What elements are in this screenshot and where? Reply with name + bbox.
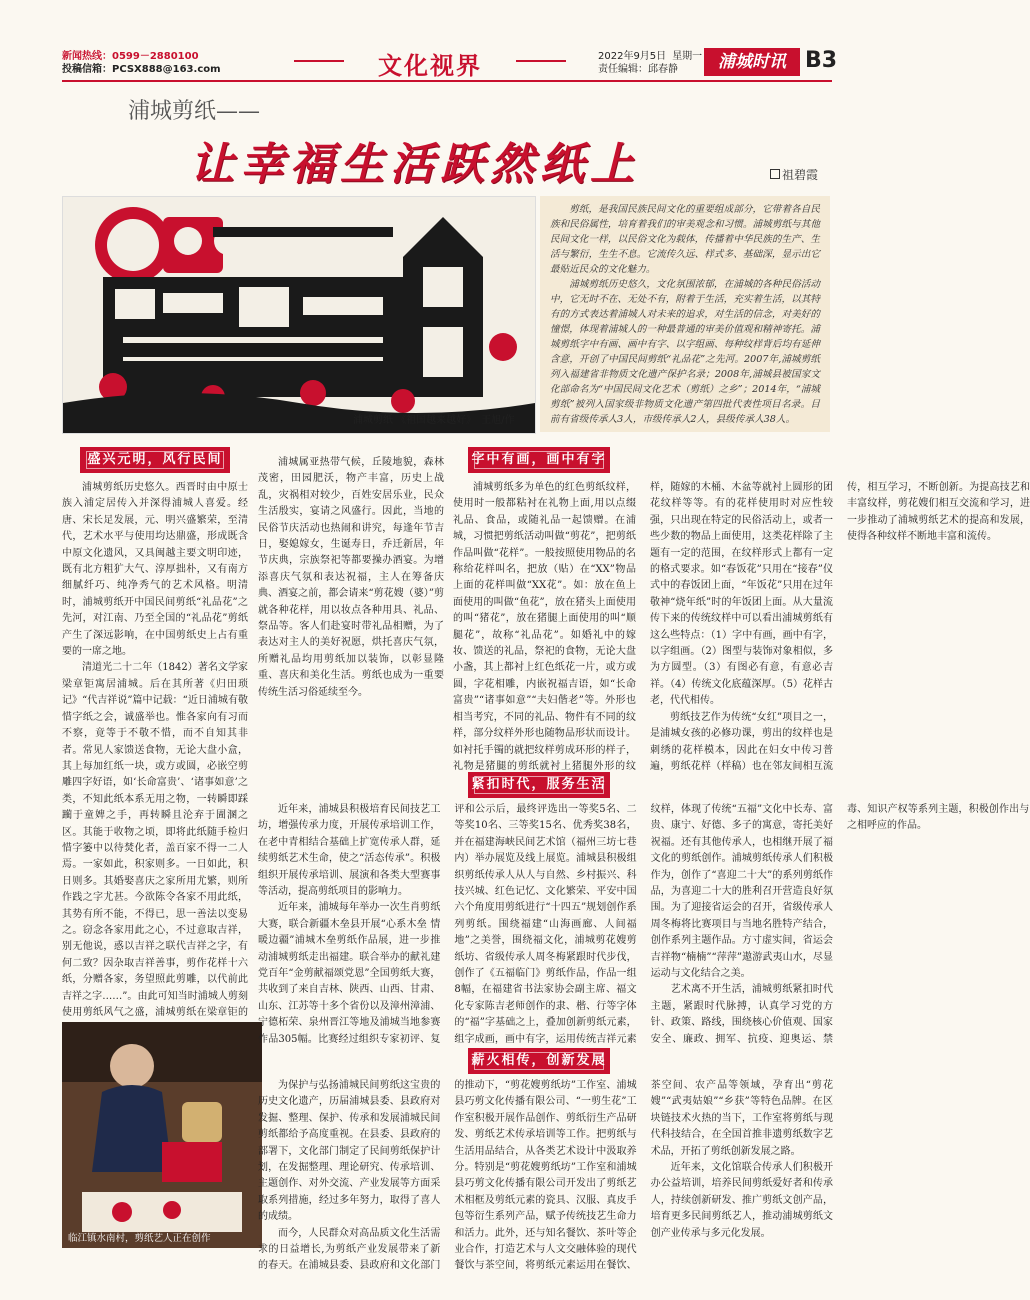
section-heading-2: 字中有画，画中有字 bbox=[468, 447, 610, 473]
header-contact bbox=[62, 50, 221, 76]
section-3-columns bbox=[258, 802, 1030, 1057]
section-heading-3: 紧扣时代，服务生活 bbox=[468, 772, 610, 798]
paragraph: 近年来，浦城每年举办一次生肖剪纸大赛，联合新疆木垒县开展“心系木垒 情暖边疆”浦城木垒剪纸作品展，进一步推动浦城剪纸走出福建。联合举办的献礼建党百年“金剪献福颂党恩”全国剪纸大赛，共收到了来自吉林、陕西、山西、甘肃、山东、江苏等十多个省份以及漳州漳浦、宁德柘荣、泉州晋江等地及浦城当地参赛作品305幅。比赛经过组织专家初评、复评和公示后，最终评选出一等奖5名、二等奖10名、三等奖15名、优秀奖38名，并在福建海峡民间艺术馆（福州三坊七巷内）举办展览及线上展览。浦城县积极组织剪纸传承人从人与自然、乡村振兴、科技兴城、红色记忆、文化繁荣、平安中国六个角度用剪纸进行“十四五”规划创作系列剪纸。围绕福建“山海画廊、人间福地”之美誉，围绕福文化，浦城剪花嫂剪纸坊、省级传承人周冬梅紧跟时代步伐，创作了《五福临门》剪纸作品，作品一组8幅，在福建省书法家协会副主席、福文化专家陈吉老师创作的隶、楷、行等字体的“福”字基础之上，叠加创新剪纸元素，组字成画，画中有字，运用传统吉祥元素纹样，体现了传统“五福”文化中长寿、富贵、康宁、好德、多子的寓意，寄托美好祝福。还有其他传承人，也相继开展了福文化的剪纸创作。浦城剪纸传承人们积极作为，创作了“喜迎二十大”的系列剪纸作品，为喜迎二十大的胜利召开营造良好氛围。为了迎接省运会的召开，省级传承人周冬梅将比赛项目与当地名胜特产结合，创作系列主题作品。方寸虚实间，省运会吉祥物“楠楠”“萍萍”遨游武夷山水，尽显运动与文化结合之美。 bbox=[258, 804, 833, 1045]
papercut-illustration bbox=[63, 197, 535, 433]
header-date-block bbox=[598, 50, 708, 76]
column-1 bbox=[62, 480, 248, 1020]
intro-box bbox=[540, 196, 830, 432]
artist-photo-illustration bbox=[62, 1022, 262, 1248]
article-title: 让幸福生活跃然纸上 bbox=[190, 139, 640, 190]
paragraph: 剪纸技艺作为传统“女红”项目之一，是浦城女孩的必修功课，剪出的纹样也是刺绣的花样模本，因此在妇女中传习普遍，剪纸花样（样稿）也在邻友间相互流传，相互学习，不断创新。为提高技艺和丰富纹样，剪花嫂们相互交流和学习，进一步推动了浦城剪纸艺术的提高和发展，使得各种纹样不断地丰富和流传。 bbox=[650, 482, 1030, 772]
artist-photo-caption: 临江镇水南村，剪纸艺人正在创作 bbox=[68, 1233, 211, 1244]
masthead-logo: 浦城时讯 bbox=[704, 48, 800, 76]
paragraph: 近年来，浦城县积极培育民间技艺工坊，增强传承力度，开展传承培训工作，在老中青相结合基础上扩宽传承人群，延续剪纸艺术生命，使之“活态传承”。积极组织开展传承培训、展演和各类大型赛事等活动，提高剪纸项目的影响力。 bbox=[258, 804, 441, 898]
article-author: 祖碧霞 bbox=[770, 166, 818, 183]
paragraph: 浦城属亚热带气候，丘陵地貌，森林茂密，田园肥沃，物产丰富，历史上战乱，灾祸相对较少，百姓安居乐业，民众生活殷实，宴请之风盛行。因此，当地的民俗节庆活动也热闹和讲究，每逢年节吉日，娶媳嫁女，生诞寿日，乔迁新居，年节庆典，宗族祭祀等都要操办酒宴。为增添喜庆气氛和表达祝福，主人在筹备庆典、酒宴之前，都会请来“剪花嫂（婆）”剪就各种花样，用以妆点各种用具、礼品、祭品等。客人们赴宴时带礼品相赠，为了表达对主人的美好祝愿，烘托喜庆气氛，所赠礼品均用剪纸加以装饰，以彰显隆重、喜庆和美化生活。剪纸也成为一重要传统生活习俗延续至今。 bbox=[258, 457, 444, 698]
paragraph: 为保护与弘扬浦城民间剪纸这宝贵的历史文化遗产，历届浦城县委、县政府对发掘、整理、保护、传承和发展浦城民间剪纸都给予高度重视。在县委、县政府的部署下，文化部门制定了民间剪纸保护计划，在发掘整理、理论研究、传承培训、主题创作、对外交流、产业发展等方面采取系列措施，经过多年努力，取得了喜人的成绩。 bbox=[258, 1080, 441, 1223]
section-heading-1: 盛兴元明，风行民间 bbox=[80, 447, 230, 473]
email-value: PCSX888@163.com bbox=[112, 64, 221, 75]
paragraph: 浦城剪纸多为单色的红色剪纸纹样，使用时一般都粘衬在礼物上面,用以点缀礼品、食品，或随礼品一起馈赠。在浦城，习惯把剪纸活动叫做“剪花”，把剪纸作品叫做“花样”。一般按照使用物品的名称给花样叫名，把放（贴）在“XX”物品上面的花样叫做“XX花”。如：放在鱼上面使用的叫做“鱼花”，放在猪头上面使用的叫“猪花”，放在猪腿上面使用的叫“顺腿花”，故称“礼品花”。如婚礼中的嫁妆、馈送的礼品，祭祀的食物，无论大盘小盏，其上都衬上红色纸花一片，或方或圆，字花相雕，内嵌祝福吉语，如“长命富贵”“诸事如意”“夫妇偕老”等。外形也相当考究，不同的礼品、物件有不同的纹样，部分纹样外形也随物品形状而设计。如衬托手镯的就把纹样剪成环形的样子，礼物是猪腿的剪纸就衬上猪腿外形的纹样，随嫁的木桶、木盆等就衬上圆形的团花纹样等等。有的花样使用时对应性较强，只出现在特定的民俗活动上，或者一些少数的物品上面使用，这类花样除了主题有一定的范围，在纹样形式上都有一定的格式要求。如“春饭花”只用在“接春”仪式中的春饭团上面，“年饭花”只用在过年敬神“烧年纸”时的年饭团上面。从大量流传下来的传统纹样中可以看出浦城剪纸有这么些特点：（1）字中有画，画中有字，以字组画。（2）图型与装饰对象相似，多为方圆型。（3）有图必有意，有意必吉祥。（4）传统文化底蕴深厚。（5）花样古老，代代相传。 bbox=[453, 482, 833, 772]
email-label: 投稿信箱： bbox=[62, 64, 112, 75]
paragraph: 浦城剪纸历史悠久。西晋时由中原士族入浦定居传入并深得浦城人喜爱。经唐、宋长足发展，元、明兴盛繁荣，至清代，艺术水平与使用均达鼎盛，形成既含中原文化遗风，又具闽越主要文明印迹，既有北方粗犷大气、淳厚拙朴，又有南方细腻纤巧、纯净秀气的艺术风格。明清时，浦城剪纸开中国民间剪纸“礼品花”之先河，对江南、乃至全国的“礼品花”剪纸产生了深远影响，在中国剪纸史上占有重要的一席之地。 bbox=[62, 482, 248, 658]
section-4-columns bbox=[258, 1078, 833, 1278]
paragraph: 清道光二十二年（1842）著名文学家梁章钜寓居浦城。后在其所著《归田琐记》“代吉祥说”篇中记载：“近日浦城有敬惜字纸之会，诚盛举也。惟各家向有习而不察，竟等于不敬不惜，而不自知其非者。常见人家馈送食物，无论大盘小盒，其上每加红纸一块，或方或圆，必嵌空剪雕四字好语，如‘长命富贵’、‘诸事如意’之类，不知此纸本系无用之物，一转瞬即踩躏于童婢之手，再转瞬且沦弃于圊溷之区。其能于收物之顷，即将此纸随手检归惜字篓中以待焚化者，盖百家不得一二人焉。一家如此，积家则多。一日如此，积日则多。其婚娶喜庆之家所用尤繁，则所作践之字尤甚。今欲陈令各家不用此纸，其势有所不能，不得已，思一善法以变易之。窃念各家用此之心，不过意取吉祥，别无他说，惑以吉祥之联代吉祥之字，有何二致？因杂取吉祥善事，剪作花样十六纸，分赠各家，务望照此剪雕，以代前此吉祥之字……”。由此可知当时浦城人剪刻使用剪纸风气之盛，浦城剪纸在梁章钜的 bbox=[62, 662, 248, 1018]
artist-photo bbox=[62, 1022, 262, 1248]
article-subtitle: 浦城剪纸—— bbox=[128, 99, 261, 124]
intro-paragraph: 剪纸，是我国民族民间文化的重要组成部分，它带着各自民族和民俗属性，培育着我们的审美观念和习惯。浦城剪纸与其他民间文化一样，以民俗文化为载体，传播着中华民族的生产、生活与繁衍，生生不息。它流传久远、样式多、基础深，显示出它最贴近民众的文化魅力。 bbox=[550, 204, 820, 275]
paragraph: 艺术离不开生活，浦城剪纸紧扣时代主题，紧跟时代脉搏，认真学习党的方针、政策、路线，围绕核心价值观、国家安全、廉政、拥军、抗疫、迎奥运、禁毒、知识产权等系列主题，积极创作出与之相呼应的作品。 bbox=[650, 804, 1030, 1045]
header-rule bbox=[62, 80, 832, 82]
section-name: 文化视界 bbox=[330, 46, 530, 76]
column-2 bbox=[258, 455, 444, 790]
issue-weekday: 星期一 bbox=[672, 51, 703, 62]
papercut-artwork-image bbox=[62, 196, 536, 434]
page-number: B3 bbox=[805, 48, 838, 73]
paragraph: 近年来，文化馆联合传承人们积极开办公益培训，培养民间剪纸爱好者和传承人，持续创新研发、推广剪纸文创产品，培育更多民间剪纸艺人，推动浦城剪纸文创产业传承与多元化发展。 bbox=[650, 1162, 833, 1239]
section-heading-4: 薪火相传，创新发展 bbox=[468, 1048, 610, 1074]
hotline-value: 0599－2880100 bbox=[112, 51, 199, 62]
editor-credit: 责任编辑：邱春静 bbox=[598, 64, 678, 75]
issue-date: 2022年9月5日 bbox=[598, 51, 667, 62]
artwork-caption: 浦城剪纸 《祖国越来越好》 王旭/作 bbox=[353, 415, 515, 426]
paragraph: 而今，人民群众对高品质文化生活需求的日益增长,为剪纸产业发展带来了新的春天。在浦城县委、县政府和文化部门的推动下，“剪花嫂剪纸坊”工作室、浦城县巧剪文化传播有限公司、“一剪生花”工作室积极开展作品创作、剪纸衍生产品研发、剪纸艺术传承培训等工作。把剪纸与生活用品结合，从各类艺术设计中汲取养分。特别是“剪花嫂剪纸坊”工作室和浦城县巧剪文化传播有限公司开发出了剪纸艺术相框及剪纸元素的瓷具、汉服、真皮手包等衍生系列产品，赋予传统技艺生命力和活力。此外，还与知名餐饮、茶叶等企业合作，打造艺术与人文交融体验的现代餐饮与茶空间，将剪纸元素运用在餐饮、茶空间、农产品等领域，孕育出“剪花嫂”“武夷姑娘”“乡获”等特色品牌。在区块链技术火热的当下，工作室将剪纸与现代科技结合，在全国首推非遗剪纸数字艺术品，开拓了剪纸创新发展之路。 bbox=[258, 1080, 833, 1272]
hotline-label: 新闻热线： bbox=[62, 51, 112, 62]
columns-3-4 bbox=[453, 480, 1030, 780]
intro-paragraph: 浦城剪纸历史悠久，文化氛围浓郁，在浦城的各种民俗活动中，它无时不在、无处不有，附着于生活，充实着生活，以其特有的方式表达着浦城人对未来的追求，对生活的信念，对美好的憧憬，体现着浦城人的一种最普通的审美价值观和精神寄托。浦城剪纸字中有画、画中有字、以字组画、每种纹样背后均有延伸含意，开创了中国民间剪纸“礼品花”之先河。2007年,浦城剪纸列入福建省非物质文化遗产保护名录；2008年,浦城县被国家文化部命名为“中国民间文化艺术（剪纸）之乡”；2014年，“浦城剪纸”被列入国家级非物质文化遗产第四批代表性项目名录。目前有省级传承人3人，市级传承人2人，县级传承人38人。 bbox=[550, 279, 820, 425]
